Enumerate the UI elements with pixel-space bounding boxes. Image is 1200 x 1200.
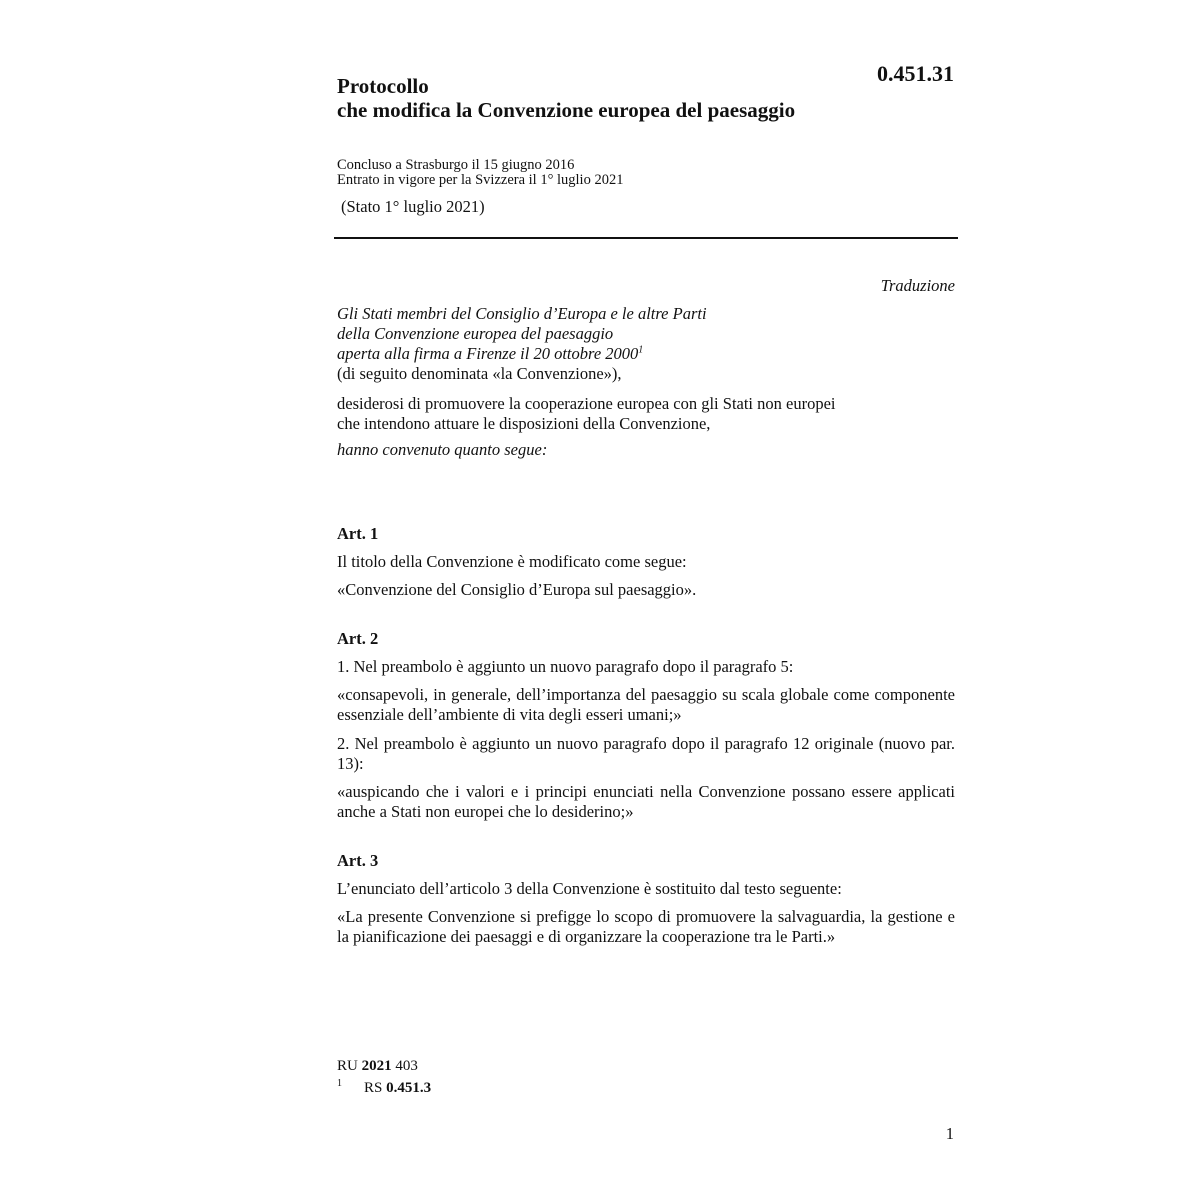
title-line-2: che modifica la Convenzione europea del paesaggio [337, 98, 796, 122]
footnote-1 [337, 1080, 431, 1097]
status-date: (Stato 1° luglio 2021) [341, 197, 485, 216]
article-2-para-1: 1. Nel preambolo è aggiunto un nuovo paragrafo dopo il paragrafo 5: [337, 657, 794, 676]
article-1-para-1: Il titolo della Convenzione è modificato come segue: [337, 552, 687, 571]
article-3-para-2: «La presente Convenzione si prefigge lo scopo di promuovere la salvaguardia, la gestione e la pianificazione dei paesaggi e di organizzare la cooperazione tra le Parti.» [337, 907, 955, 946]
article-2-para-2: «consapevoli, in generale, dell’importanza del paesaggio su scala globale come componente essenziale dell’ambiente di vita degli esseri umani;» [337, 685, 955, 724]
translation-label: Traduzione [880, 276, 955, 295]
preamble [337, 304, 955, 384]
ru-year: 2021 [361, 1058, 392, 1074]
preamble-line-2: della Convenzione europea del paesaggio [337, 324, 614, 343]
desiring-line-2: che intendono attuare le disposizioni della Convenzione, [337, 414, 711, 433]
ru-prefix: RU [337, 1058, 362, 1074]
article-1-heading: Art. 1 [337, 524, 379, 543]
ru-page: 403 [391, 1058, 418, 1074]
preamble-line-3-text: aperta alla firma a Firenze il 20 ottobre 2000 [337, 344, 639, 363]
desiring-line-1: desiderosi di promuovere la cooperazione europea con gli Stati non europei [337, 394, 836, 413]
title-line-1: Protocollo [337, 74, 429, 98]
preamble-line-3 [337, 344, 955, 364]
sr-number: 0.451.31 [877, 61, 954, 86]
footnote-ref-1[interactable]: 1 [638, 344, 644, 356]
article-2-para-3: 2. Nel preambolo è aggiunto un nuovo paragrafo dopo il paragrafo 12 originale (nuovo par. 13): [337, 734, 955, 773]
footnote-number: 1 [337, 1078, 342, 1089]
preamble-desiring [337, 394, 955, 434]
article-3-para-1: L’enunciato dell’articolo 3 della Convenzione è sostituito dal testo seguente: [337, 879, 842, 898]
article-2-heading: Art. 2 [337, 629, 379, 648]
article-2-para-4: «auspicando che i valori e i principi enunciati nella Convenzione possano essere applicati anche a Stati non europei che lo desiderino;» [337, 782, 955, 821]
agreed-clause: hanno convenuto quanto segue: [337, 440, 548, 459]
in-force-date: Entrato in vigore per la Svizzera il 1° luglio 2021 [337, 172, 624, 188]
article-1-para-2: «Convenzione del Consiglio d’Europa sul paesaggio». [337, 580, 697, 599]
document-title [337, 74, 955, 122]
footnote-ref: 0.451.3 [386, 1080, 432, 1096]
page-number: 1 [945, 1124, 954, 1143]
preamble-line-4: (di seguito denominata «la Convenzione»), [337, 364, 622, 383]
footnote-prefix: RS [364, 1080, 387, 1096]
preamble-line-1: Gli Stati membri del Consiglio d’Europa e le altre Parti [337, 304, 707, 323]
concluded-date: Concluso a Strasburgo il 15 giugno 2016 [337, 157, 575, 173]
header-divider [334, 237, 958, 239]
document-metadata [337, 158, 955, 188]
ru-reference [337, 1058, 418, 1075]
article-3-heading: Art. 3 [337, 851, 379, 870]
